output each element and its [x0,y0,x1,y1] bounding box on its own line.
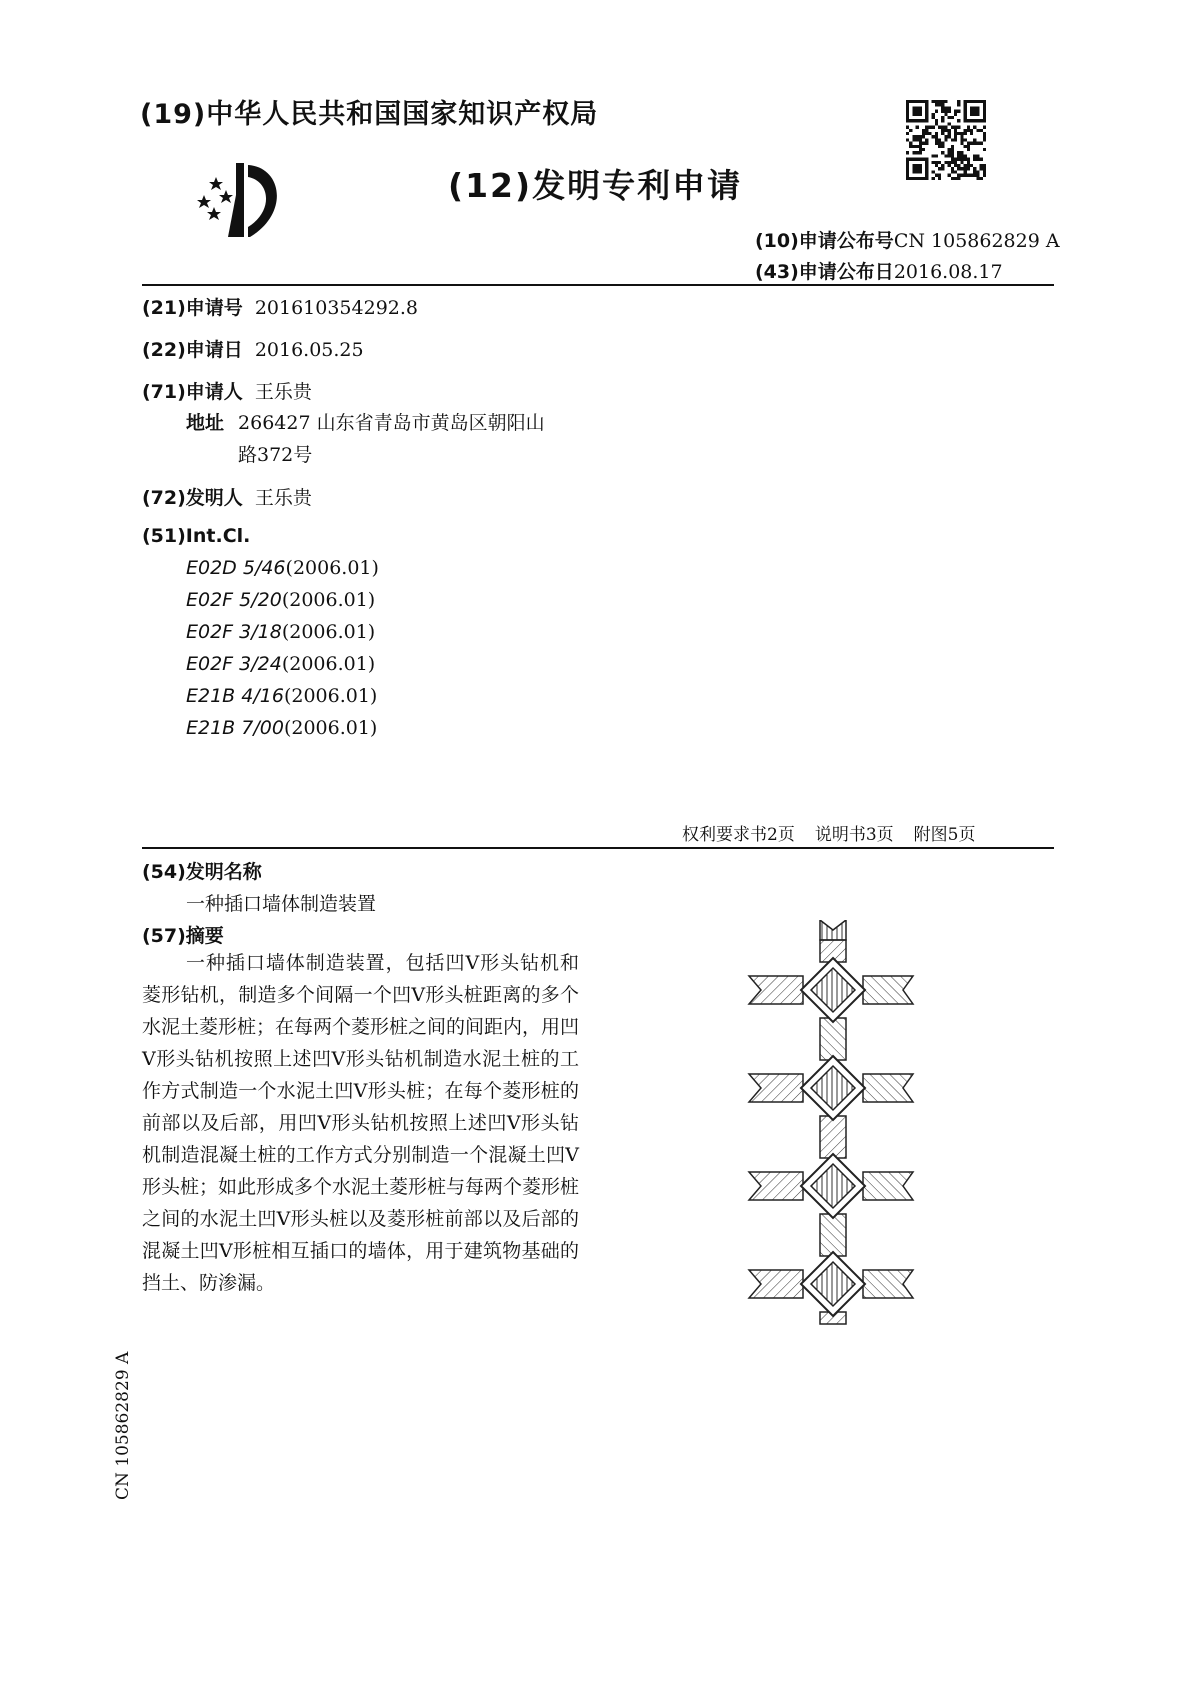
cnipa-logo [190,155,300,245]
document-type: (12)发明专利申请 [448,166,743,205]
ipc-version: (2006.01) [281,653,376,675]
section-divider [142,847,1054,849]
left-wing [749,976,803,1004]
ipc-code: E02F 3/18 [186,621,282,643]
drawings-pages: 附图5页 [913,825,976,845]
abstract-label: (57)摘要 [142,925,224,947]
abstract-text: 一种插口墙体制造装置，包括凹V形头钻机和菱形钻机，制造多个间隔一个凹V形头桩距离的多个水泥土菱形桩；在每两个菱形桩之间的间距内，用凹V形头钻机按照上述凹V形头钻机制造水泥土桩的工作方式制造一个水泥土凹V形头桩；在每个菱形桩的前部以及后部，用凹V形头钻机按照上述凹V形头钻机制造混凝土桩的工作方式分别制造一个混凝土凹V形头桩；如此形成多个水泥土菱形桩与每两个菱形桩之间的水泥土凹V形头桩以及菱形桩前部以及后部的混凝土凹V形桩相互插口的墙体，用于建筑物基础的挡土、防渗漏。 [142,952,580,1294]
claims-pages: 权利要求书2页 [682,825,795,845]
ipc-label-row [142,525,250,547]
ipc-code: E02F 3/24 [186,653,282,675]
publication-date-row [755,257,1003,284]
ipc-entry [186,557,379,579]
ipc-code: E21B 7/00 [186,717,284,739]
ipc-entry [186,621,375,643]
ipc-label: (51)Int.Cl. [142,525,251,547]
ipc-version: (2006.01) [283,685,378,707]
patent-office: (19)中华人民共和国国家知识产权局 [140,99,599,130]
inventor-label: (72)发明人 [142,487,243,509]
application-number: 201610354292.8 [254,297,419,319]
ipc-code: E02F 5/20 [186,589,282,611]
ipc-code: E02D 5/46 [186,557,286,579]
ipc-version: (2006.01) [281,621,376,643]
left-wing [749,1074,803,1102]
inventor-row [142,483,312,510]
address-line-2: 路372号 [238,444,313,466]
left-wing [749,1270,803,1298]
address-label: 地址 [186,412,225,434]
ipc-code: E21B 4/16 [186,685,284,707]
column-segment [820,1018,846,1060]
right-wing [863,1270,913,1298]
page-counts [682,820,995,845]
header-divider [142,284,1054,286]
publication-number-label: (10)申请公布号 [755,230,894,252]
ipc-entry [186,589,375,611]
publication-date-label: (43)申请公布日 [755,261,894,283]
qr-code [906,100,986,180]
application-number-label: (21)申请号 [142,297,243,319]
abstract-figure [745,920,935,1345]
right-wing [863,1074,913,1102]
address-block [186,407,545,471]
description-pages: 说明书3页 [814,825,894,845]
left-wing [749,1172,803,1200]
filing-date-row [142,335,364,362]
address-line-1: 266427 山东省青岛市黄岛区朝阳山 [238,412,545,434]
ipc-entry [186,685,377,707]
right-wing [863,1172,913,1200]
side-publication-number: CN 105862829 A [113,1351,133,1500]
ipc-entry [186,653,375,675]
filing-date-label: (22)申请日 [142,339,243,361]
right-wing [863,976,913,1004]
ipc-version: (2006.01) [285,557,379,579]
applicant-row [142,377,312,404]
publication-date: 2016.08.17 [893,261,1003,283]
title-label: (54)发明名称 [142,861,262,883]
column-segment [820,1214,846,1256]
inventor: 王乐贵 [254,487,312,509]
ipc-version: (2006.01) [281,589,376,611]
publication-number-row [755,226,1060,253]
invention-title: 一种插口墙体制造装置 [186,893,377,915]
ipc-version: (2006.01) [283,717,378,739]
application-number-row [142,293,418,320]
pile-top-tip [820,920,846,940]
ipc-entry [186,717,377,739]
column-segment [820,1116,846,1158]
applicant-label: (71)申请人 [142,381,243,403]
filing-date: 2016.05.25 [254,339,364,361]
publication-number: CN 105862829 A [893,230,1060,252]
applicant: 王乐贵 [254,381,312,403]
